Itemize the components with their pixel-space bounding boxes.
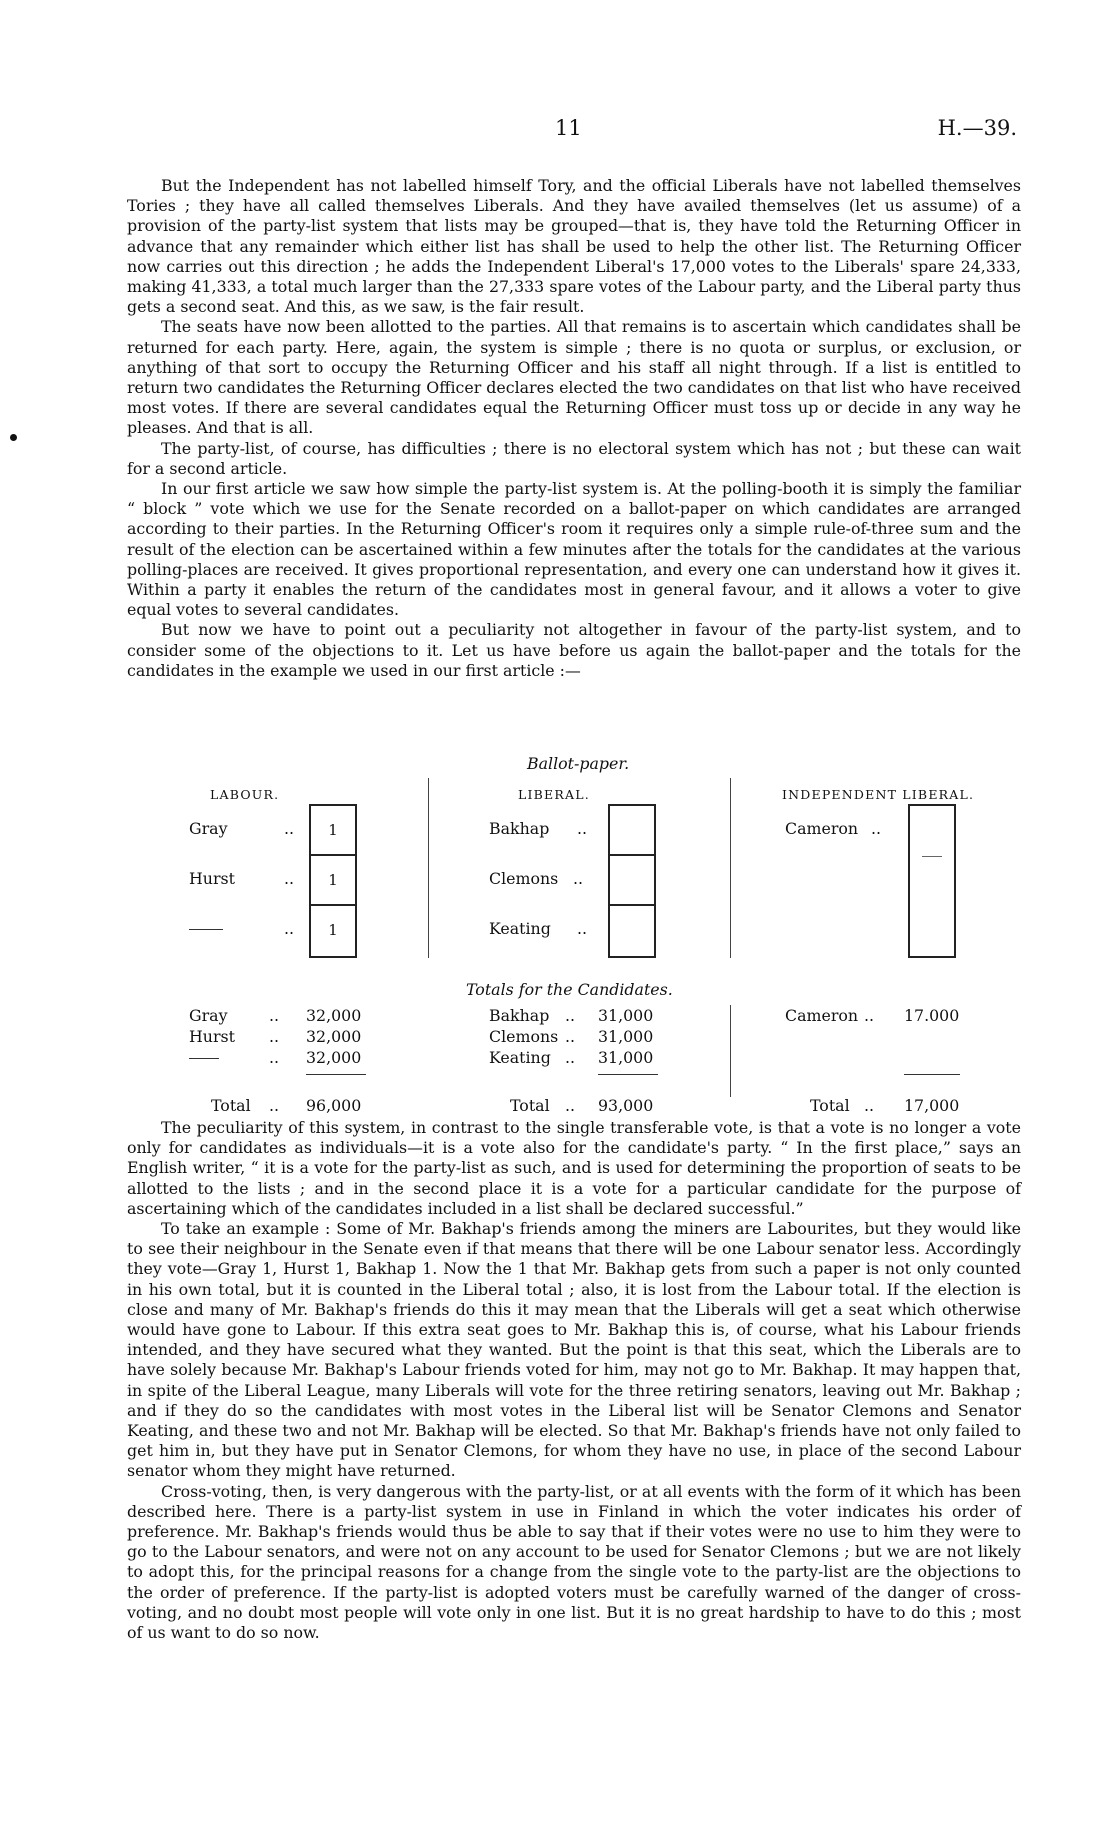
leader-dots: .. [864, 1006, 875, 1025]
margin-dot [10, 434, 17, 441]
vote-box[interactable] [610, 806, 654, 854]
leader-dots: .. [269, 1006, 280, 1025]
total-value: 93,000 [598, 1096, 654, 1115]
page-header [0, 116, 1114, 146]
totals-title: Totals for the Candidates. [466, 980, 673, 999]
candidate-name: Keating [489, 919, 551, 938]
leader-dots: .. [284, 869, 295, 888]
sum-rule [904, 1074, 960, 1075]
vote-box[interactable] [610, 856, 654, 904]
leader-dots: .. [565, 1027, 576, 1046]
leader-dots: .. [871, 819, 882, 838]
total-row-name: Hurst [189, 1027, 235, 1046]
total-row-name: Cameron [785, 1006, 859, 1025]
page-number: 11 [555, 116, 582, 140]
total-row-name: Bakhap [489, 1006, 550, 1025]
leader-dots: .. [577, 819, 588, 838]
column-divider [730, 1005, 731, 1097]
total-label: Total [810, 1096, 850, 1115]
document-reference: H.—39. [937, 116, 1017, 140]
body-text-bottom [127, 1118, 1021, 1643]
leader-dots: .. [284, 819, 295, 838]
total-row-votes: 32,000 [306, 1048, 362, 1067]
leader-dots: .. [269, 1048, 280, 1067]
paragraph: But now we have to point out a peculiarity not altogether in favour of the party-list system, and to consider some of the objections to it. Let us have before us again the ballot-paper and the totals for the candidates in the example we used in our first article :— [127, 620, 1021, 680]
vote-box[interactable]: 1 [328, 821, 338, 839]
total-value: 17,000 [904, 1096, 960, 1115]
vote-box[interactable]: 1 [328, 871, 338, 889]
leader-dots: .. [573, 869, 584, 888]
column-divider [428, 778, 429, 958]
total-value: 96,000 [306, 1096, 362, 1115]
total-row-votes: 31,000 [598, 1048, 654, 1067]
body-text-top [127, 176, 1021, 681]
paragraph: But the Independent has not labelled himself Tory, and the official Liberals have not labelled themselves Tories ; they have all called themselves Liberals. And they have availed themselves (let us assume) of a provision of the party-list system that lists may be grouped—that is, they have told the Returning Officer in advance that any remainder which either list has shall be used to help the other list. The Returning Officer now carries out this direction ; he adds the Independent Liberal's 17,000 votes to the Liberals' spare 24,333, making 41,333, a total much larger than the 27,333 spare votes of the Labour party, and the Liberal party thus gets a second seat. And this, as we saw, is the fair result. [127, 176, 1021, 317]
paragraph: Cross-voting, then, is very dangerous with the party-list, or at all events with the form of it which has been described here. There is a party-list system in use in Finland in which the voter indicates his order of preference. Mr. Bakhap's friends would thus be able to say that if their votes were no use to him they were to go to the Labour senators, and were not on any account to be used for Senator Clemons ; but we are not likely to adopt this, for the principal reasons for a change from the single vote to the party-list are the objections to the order of preference. If the party-list is adopted voters must be carefully warned of the danger of cross-voting, and no doubt most people will vote only in one list. But it is no great hardship to have to do this ; most of us want to do so now. [127, 1481, 1021, 1643]
leader-dots: .. [864, 1096, 875, 1115]
column-heading-independent-liberal: INDEPENDENT LIBERAL. [782, 787, 975, 802]
leader-dots: .. [565, 1048, 576, 1067]
column-heading-labour: LABOUR. [210, 787, 280, 802]
paragraph: In our first article we saw how simple the party-list system is. At the polling-booth it is simply the familiar “ block ” vote which we use for the Senate recorded on a ballot-paper on which candidates are arranged according to their parties. In the Returning Officer's room it requires only a simple rule-of-three sum and the result of the election can be ascertained within a few minutes after the totals for the candidates at the various polling-places are received. It gives proportional representation, and every one can understand how it gives it. Within a party it enables the return of the candidates most in general favour, and it allows a voter to give equal votes to several candidates. [127, 479, 1021, 620]
sum-rule [306, 1074, 366, 1075]
total-label: Total [510, 1096, 550, 1115]
total-row-name: Keating [489, 1048, 551, 1067]
blank-candidate-line [189, 929, 223, 930]
vote-box[interactable] [910, 806, 954, 854]
total-row-votes: 31,000 [598, 1027, 654, 1046]
sum-rule [598, 1074, 658, 1075]
leader-dots: .. [565, 1006, 576, 1025]
total-row-votes: 32,000 [306, 1027, 362, 1046]
paragraph: To take an example : Some of Mr. Bakhap's friends among the miners are Labourites, but they would like to see their neighbour in the Senate even if that means that there will be one Labour senator less. Accordingly they vote—Gray 1, Hurst 1, Bakhap 1. Now the 1 that Mr. Bakhap gets from such a paper is not only counted in his own total, but it is counted in the Liberal total ; also, it is lost from the Labour total. If the election is close and many of Mr. Bakhap's friends do this it may mean that the Liberals will get a seat which otherwise would have gone to Labour. If this extra seat goes to Mr. Bakhap this is, of course, what his Labour friends intended, and they have secured what they wanted. But the point is that this seat, which the Liberals are to have solely because Mr. Bakhap's Labour friends voted for him, may not go to Mr. Bakhap. It may happen that, in spite of the Liberal League, many Liberals will vote for the three retiring senators, leaving out Mr. Bakhap ; and if they do so the candidates with most votes in the Liberal list will be Senator Clemons and Senator Keating, and these two and not Mr. Bakhap will be elected. So that Mr. Bakhap's friends have not only failed to get him in, but they have put in Senator Clemons, for whom they have no use, in place of the second Labour senator whom they might have returned. [127, 1219, 1021, 1481]
vote-box[interactable] [610, 906, 654, 954]
blank-candidate-line [189, 1058, 219, 1059]
candidate-name: Hurst [189, 869, 235, 888]
paragraph: The peculiarity of this system, in contrast to the single transferable vote, is that a vote is no longer a vote only for candidates as individuals—it is a vote also for the candidate's party. “ In the first place,” says an English writer, “ it is a vote for the party-list as such, and is used for determining the proportion of seats to be allotted to the lists ; and in the second place it is a vote for a particular candidate for the purpose of ascertaining which of the candidates included in a list shall be declared successful.” [127, 1118, 1021, 1218]
box-tick [922, 856, 942, 857]
leader-dots: .. [577, 919, 588, 938]
candidate-name: Bakhap [489, 819, 550, 838]
ballot-title: Ballot-paper. [527, 754, 630, 773]
total-row-name: Clemons [489, 1027, 559, 1046]
leader-dots: .. [565, 1096, 576, 1115]
leader-dots: .. [269, 1096, 280, 1115]
total-row-votes: 31,000 [598, 1006, 654, 1025]
leader-dots: .. [269, 1027, 280, 1046]
column-heading-liberal: LIBERAL. [518, 787, 590, 802]
total-row-votes: 17.000 [904, 1006, 960, 1025]
total-label: Total [211, 1096, 251, 1115]
candidate-name: Gray [189, 819, 228, 838]
paragraph: The party-list, of course, has difficulties ; there is no electoral system which has not ; but these can wait for a second article. [127, 438, 1021, 478]
vote-box[interactable]: 1 [328, 921, 338, 939]
column-divider [730, 778, 731, 958]
leader-dots: .. [284, 919, 295, 938]
total-row-name: Gray [189, 1006, 228, 1025]
paragraph: The seats have now been allotted to the parties. All that remains is to ascertain which candidates shall be returned for each party. Here, again, the system is simple ; there is no quota or surplus, or exclusion, or anything of that sort to occupy the Returning Officer and his staff all night through. If a list is entitled to return two candidates the Returning Officer declares elected the two candidates on that list who have received most votes. If there are several candidates equal the Returning Officer must toss up or decide in any way he pleases. And that is all. [127, 317, 1021, 438]
candidate-name: Clemons [489, 869, 559, 888]
candidate-name: Cameron [785, 819, 859, 838]
total-row-votes: 32,000 [306, 1006, 362, 1025]
